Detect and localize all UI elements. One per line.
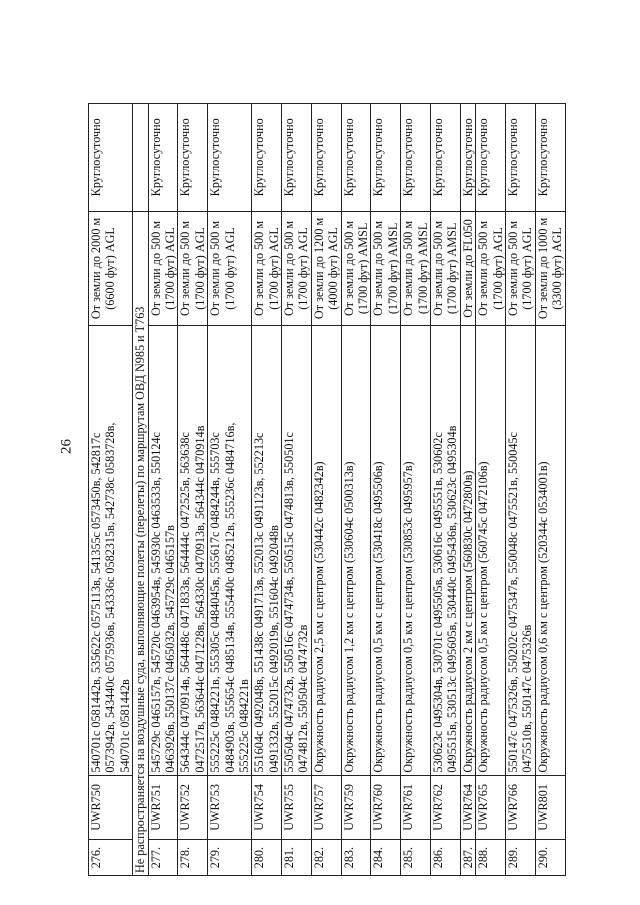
zone-schedule: Круглосуточно: [89, 104, 133, 212]
boundary-line: 0491332в, 552015с 0492019в, 551604с 0492048в: [266, 525, 281, 773]
zone-boundary: [505, 326, 535, 775]
altitude-line: (1700 фут) AGL: [222, 227, 237, 310]
zone-schedule: Круглосуточно: [148, 104, 178, 212]
altitude-line: От земли до 500 м: [178, 220, 193, 317]
boundary-line: 0484903в, 555654с 0485134в, 555440с 0485212в, 555236с 0484716в,: [222, 422, 237, 773]
table-row: [208, 104, 252, 876]
row-number: 277.: [148, 840, 178, 876]
zone-altitude: [311, 211, 341, 326]
zone-code: UWR755: [282, 775, 312, 840]
boundary-line: Окружность радиусом 0,5 км с центром (530853с 0495957в): [401, 461, 416, 773]
zone-boundary: [371, 326, 401, 775]
note-body: [133, 104, 148, 876]
zone-schedule: Круглосуточно: [371, 104, 401, 212]
zone-code: UWR759: [341, 775, 371, 840]
zone-altitude: [178, 211, 208, 326]
row-number: 282.: [311, 840, 341, 876]
zone-code: UWR750: [89, 775, 133, 840]
zone-altitude: [148, 211, 178, 326]
zone-altitude: [476, 211, 506, 326]
boundary-line: 0495515в, 530513с 0495605в, 530440с 0495436в, 530623с 0495304в: [445, 425, 460, 773]
boundary-line: 0472517в, 563644с 0471228в, 564330с 0470913в, 564344с 0470914в: [192, 425, 207, 773]
zone-boundary: [311, 326, 341, 775]
altitude-line: От земли до 500 м: [401, 220, 416, 317]
note-empty-cell: [133, 104, 148, 212]
boundary-line: 545729с 0465157в, 545720с 0463954в, 545930с 0463533в, 550124с: [148, 432, 163, 773]
boundary-line: Окружность радиусом 0,6 км с центром (520344с 0534001в): [535, 461, 550, 773]
altitude-line: От земли до 500 м: [430, 220, 445, 317]
table-row: [476, 104, 506, 876]
altitude-line: От земли до 500 м: [282, 220, 297, 317]
altitude-line: От земли до 2000 м: [89, 217, 103, 320]
zone-boundary: [208, 326, 252, 775]
zone-altitude: [460, 211, 475, 326]
altitude-line: (1700 фут) AMSL: [385, 222, 400, 315]
altitude-line: (1700 фут) AGL: [192, 227, 207, 310]
table-row: [401, 104, 431, 876]
zone-boundary: [460, 326, 475, 775]
zone-code: UWR752: [178, 775, 208, 840]
boundary-line: 550147с 0475326в, 550202с 0475347в, 550048с 0475521в, 550045с: [505, 432, 520, 773]
table-row: [371, 104, 401, 876]
note-cell: Не распространяется на воздушные суда, выполняющие полеты (перелеты) по маршрутам ОВД N985 и T763: [133, 211, 148, 875]
row-number: 288.: [476, 840, 506, 876]
altitude-line: (3300 фут) AGL: [550, 227, 565, 310]
zone-code: UWR801: [535, 775, 565, 840]
row-number: 278.: [178, 840, 208, 876]
zone-altitude: [371, 211, 401, 326]
boundary-line: 0573942в, 543440с 0575936в, 543336с 0582315в, 542738с 0583728в,: [103, 422, 118, 773]
boundary-line: 540701с 0581442в, 535622с 0575113в, 541355с 0573450в, 542817с: [89, 432, 103, 773]
zone-boundary: [476, 326, 506, 775]
zone-schedule: Круглосуточно: [535, 104, 565, 212]
row-number: 276.: [89, 840, 133, 876]
altitude-line: (1700 фут) AGL: [520, 227, 535, 310]
table-row: [430, 104, 460, 876]
altitude-line: От земли до 500 м: [341, 220, 356, 317]
altitude-line: (6600 фут) AGL: [103, 227, 118, 310]
table-body-after: [148, 104, 565, 876]
row-number: 289.: [505, 840, 535, 876]
zone-code: UWR751: [148, 775, 178, 840]
altitude-line: (1700 фут) AGL: [266, 227, 281, 310]
zone-boundary: [178, 326, 208, 775]
altitude-line: От земли до FL050: [460, 219, 475, 318]
altitude-line: От земли до 500 м: [252, 220, 267, 317]
altitude-line: От земли до 500 м: [505, 220, 520, 317]
table-row: [282, 104, 312, 876]
boundary-line: Окружность радиусом 1,2 км с центром (530604с 0500313в): [341, 461, 356, 773]
altitude-line: От земли до 500 м: [208, 220, 223, 317]
row-number: 281.: [282, 840, 312, 876]
zone-altitude: [341, 211, 371, 326]
altitude-line: (4000 фут) AGL: [326, 227, 341, 310]
boundary-line: 550504с 0474732в, 550516с 0474734в, 550515с 0474813в, 550501с: [282, 432, 297, 773]
row-number: 286.: [430, 840, 460, 876]
zone-schedule: Круглосуточно: [282, 104, 312, 212]
boundary-line: 551604с 0492048в, 551438с 0491713в, 552013с 0491123в, 552213с: [252, 432, 267, 773]
row-number: 290.: [535, 840, 565, 876]
zone-code: UWR753: [208, 775, 252, 840]
page-number: 26: [58, 439, 75, 454]
zone-schedule: Круглосуточно: [476, 104, 506, 212]
row-number: 279.: [208, 840, 252, 876]
table-row: [311, 104, 341, 876]
table-row: [341, 104, 371, 876]
zone-boundary: [252, 326, 282, 775]
table-row: [252, 104, 282, 876]
boundary-line: 530623с 0495304в, 530701с 0495505в, 530616с 0495551в, 530602с: [430, 432, 445, 773]
boundary-line: Окружность радиусом 2 км с центром (560830с 0472800в): [460, 470, 475, 773]
table-row: [89, 104, 133, 876]
table-body-before: [89, 104, 133, 876]
zone-altitude: [430, 211, 460, 326]
altitude-line: От земли до 500 м: [476, 220, 491, 317]
restricted-areas-table: [88, 103, 566, 876]
zone-boundary: [341, 326, 371, 775]
zone-altitude: [252, 211, 282, 326]
zone-code: UWR766: [505, 775, 535, 840]
boundary-line: 0463926в, 550137с 0465032в, 545729с 0465157в: [162, 525, 177, 773]
zone-code: UWR761: [401, 775, 431, 840]
zone-boundary: [282, 326, 312, 775]
zone-code: UWR760: [371, 775, 401, 840]
boundary-line: 555225с 0484221в: [236, 679, 251, 773]
zone-schedule: Круглосуточно: [252, 104, 282, 212]
altitude-line: (1700 фут) AMSL: [415, 222, 430, 315]
zone-boundary: [430, 326, 460, 775]
zone-boundary: [148, 326, 178, 775]
zone-altitude: [89, 211, 133, 326]
zone-code: UWR765: [476, 775, 506, 840]
zone-boundary: [89, 326, 133, 775]
row-number: 287.: [460, 840, 475, 876]
boundary-line: 0474812в, 550504с 0474732в: [296, 624, 311, 773]
table-row: [460, 104, 475, 876]
zone-altitude: [535, 211, 565, 326]
row-number: 283.: [341, 840, 371, 876]
note-row: [133, 104, 148, 876]
boundary-line: Окружность радиусом 0,5 км с центром (530418с 0495506в): [371, 461, 386, 773]
row-number: 280.: [252, 840, 282, 876]
row-number: 284.: [371, 840, 401, 876]
zone-boundary: [401, 326, 431, 775]
zone-schedule: Круглосуточно: [208, 104, 252, 212]
zone-boundary: [535, 326, 565, 775]
boundary-line: 540701с 0581442в: [117, 679, 132, 773]
zone-schedule: Круглосуточно: [460, 104, 475, 212]
zone-code: UWR764: [460, 775, 475, 840]
zone-schedule: Круглосуточно: [401, 104, 431, 212]
zone-schedule: Круглосуточно: [341, 104, 371, 212]
altitude-line: (1700 фут) AMSL: [356, 222, 371, 315]
zone-schedule: Круглосуточно: [178, 104, 208, 212]
zone-schedule: Круглосуточно: [505, 104, 535, 212]
zone-code: UWR754: [252, 775, 282, 840]
altitude-line: От земли до 500 м: [148, 220, 163, 317]
altitude-line: (1700 фут) AGL: [490, 227, 505, 310]
table-row: [178, 104, 208, 876]
altitude-line: От земли до 500 м: [371, 220, 386, 317]
boundary-line: Окружность радиусом 2,5 км с центром (530442с 0482342в): [311, 461, 326, 773]
boundary-line: 555225с 0484221в, 555305с 0484045в, 555617с 0484244в, 555703с: [208, 432, 223, 773]
altitude-line: (1700 фут) AGL: [296, 227, 311, 310]
row-number: 285.: [401, 840, 431, 876]
zone-altitude: [505, 211, 535, 326]
altitude-line: От земли до 1200 м: [311, 217, 326, 320]
table-row: [148, 104, 178, 876]
zone-altitude: [401, 211, 431, 326]
table-row: [505, 104, 535, 876]
table-row: [535, 104, 565, 876]
boundary-line: 564344с 0470914в, 564448с 0471833в, 564444с 0472525в, 563638с: [178, 432, 193, 773]
zone-schedule: Круглосуточно: [311, 104, 341, 212]
zone-altitude: [208, 211, 252, 326]
zone-schedule: Круглосуточно: [430, 104, 460, 212]
rotated-table-wrapper: [88, 103, 640, 876]
zone-code: UWR757: [311, 775, 341, 840]
boundary-line: Окружность радиусом 0,5 км с центром (560745с 0472106в): [476, 461, 491, 773]
zone-code: UWR762: [430, 775, 460, 840]
altitude-line: От земли до 1000 м: [535, 217, 550, 320]
zone-altitude: [282, 211, 312, 326]
altitude-line: (1700 фут) AGL: [162, 227, 177, 310]
altitude-line: (1700 фут) AMSL: [445, 222, 460, 315]
boundary-line: 0475510в, 550147с 0475326в: [520, 624, 535, 773]
